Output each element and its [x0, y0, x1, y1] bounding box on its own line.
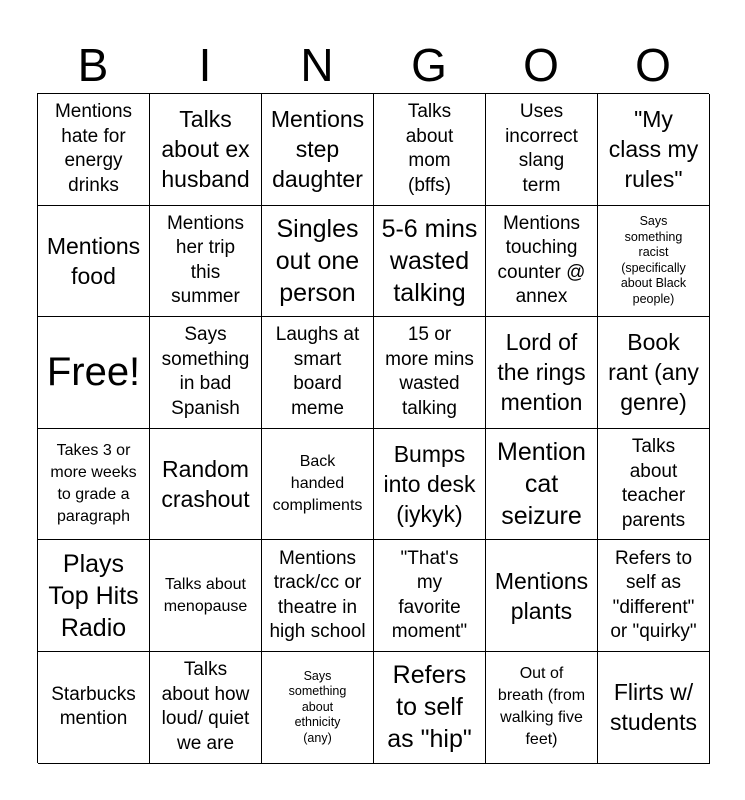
- bingo-cell[interactable]: [38, 206, 150, 318]
- bingo-cell-text: 15 or more mins wasted talking: [385, 324, 474, 419]
- bingo-cell[interactable]: [598, 429, 710, 541]
- bingo-cell-text: Talks about teacher parents: [621, 436, 686, 531]
- bingo-cell[interactable]: [598, 540, 710, 652]
- bingo-cell[interactable]: [486, 540, 598, 652]
- bingo-cell-text: Talks about menopause: [163, 575, 248, 615]
- bingo-cell-text: Free!: [46, 350, 141, 395]
- bingo-cell-text: Says something about ethnicity (any): [288, 668, 347, 745]
- bingo-cell[interactable]: [262, 94, 374, 206]
- bingo-cell-text: Book rant (any genre): [608, 329, 699, 416]
- bingo-board: [37, 93, 709, 763]
- bingo-cell[interactable]: [38, 94, 150, 206]
- bingo-cell[interactable]: [262, 317, 374, 429]
- bingo-cell[interactable]: [598, 206, 710, 318]
- bingo-cell[interactable]: [374, 429, 486, 541]
- bingo-cell[interactable]: [374, 540, 486, 652]
- bingo-cell-text: Talks about ex husband: [161, 106, 250, 193]
- bingo-cell[interactable]: [38, 317, 150, 429]
- bingo-cell-text: Mentions step daughter: [270, 106, 365, 193]
- bingo-cell-text: Plays Top Hits Radio: [48, 549, 139, 642]
- bingo-cell-text: Says something in bad Spanish: [161, 324, 250, 419]
- bingo-cell[interactable]: [150, 317, 262, 429]
- bingo-header: [37, 38, 709, 92]
- bingo-cell[interactable]: [262, 652, 374, 764]
- bingo-cell[interactable]: [262, 540, 374, 652]
- bingo-cell-text: Bumps into desk (iykyk): [383, 441, 476, 528]
- bingo-cell-text: Mentions her trip this summer: [166, 212, 245, 308]
- bingo-cell-text: Mentions track/cc or theatre in high school: [269, 547, 366, 643]
- bingo-cell-text: "My class my rules": [608, 106, 699, 193]
- bingo-cell-text: "That's my favorite moment": [391, 547, 468, 643]
- bingo-cell[interactable]: [374, 94, 486, 206]
- bingo-cell[interactable]: [598, 94, 710, 206]
- bingo-cell-text: Talks about how loud/ quiet we are: [161, 659, 250, 754]
- bingo-cell-text: Lord of the rings mention: [497, 329, 586, 416]
- bingo-cell[interactable]: [374, 652, 486, 764]
- bingo-cell-text: Laughs at smart board meme: [275, 324, 360, 419]
- bingo-cell-text: 5-6 mins wasted talking: [381, 214, 478, 307]
- bingo-cell-text: Starbucks mention: [51, 683, 136, 730]
- bingo-cell[interactable]: [262, 429, 374, 541]
- bingo-cell-text: Says something racist (specifically about Black people): [620, 214, 687, 306]
- bingo-cell-text: Talks about mom (bffs): [405, 101, 454, 196]
- bingo-cell[interactable]: [486, 317, 598, 429]
- bingo-cell-text: Mentions touching counter @ annex: [497, 212, 586, 308]
- bingo-cell[interactable]: [38, 540, 150, 652]
- bingo-cell-text: Mention cat seizure: [497, 438, 586, 531]
- bingo-cell[interactable]: [374, 317, 486, 429]
- bingo-cell-text: Singles out one person: [275, 214, 360, 307]
- bingo-cell-text: Flirts w/ students: [610, 679, 697, 736]
- bingo-cell[interactable]: [486, 206, 598, 318]
- bingo-cell[interactable]: [38, 429, 150, 541]
- header-letter-g: G: [411, 39, 447, 91]
- bingo-cell-text: Mentions hate for energy drinks: [54, 101, 133, 196]
- bingo-cell-text: Mentions plants: [494, 567, 589, 624]
- bingo-cell[interactable]: [486, 429, 598, 541]
- header-letter-o-2: O: [635, 39, 671, 91]
- bingo-cell[interactable]: [150, 94, 262, 206]
- bingo-cell[interactable]: [598, 652, 710, 764]
- bingo-cell[interactable]: [598, 317, 710, 429]
- bingo-cell-text: Random crashout: [161, 456, 250, 513]
- header-letter-o: O: [523, 39, 559, 91]
- bingo-cell-text: Refers to self as "hip": [387, 661, 472, 754]
- bingo-cell-text: Refers to self as "different" or "quirky": [610, 547, 697, 643]
- header-letter-b: B: [77, 39, 109, 91]
- bingo-cell-text: Out of breath (from walking five feet): [497, 665, 586, 749]
- bingo-cell-text: Back handed compliments: [272, 453, 363, 515]
- bingo-cell[interactable]: [486, 94, 598, 206]
- bingo-cell[interactable]: [38, 652, 150, 764]
- bingo-cell[interactable]: [150, 206, 262, 318]
- bingo-cell[interactable]: [150, 540, 262, 652]
- header-letter-n: N: [300, 39, 334, 91]
- bingo-cell-text: Uses incorrect slang term: [505, 101, 578, 196]
- bingo-cell[interactable]: [150, 652, 262, 764]
- bingo-cell-text: Takes 3 or more weeks to grade a paragraph: [50, 442, 137, 526]
- bingo-cell[interactable]: [374, 206, 486, 318]
- bingo-cell[interactable]: [150, 429, 262, 541]
- bingo-cell[interactable]: [262, 206, 374, 318]
- header-letter-i: I: [198, 39, 212, 91]
- bingo-cell[interactable]: [486, 652, 598, 764]
- bingo-cell-text: Mentions food: [46, 232, 141, 289]
